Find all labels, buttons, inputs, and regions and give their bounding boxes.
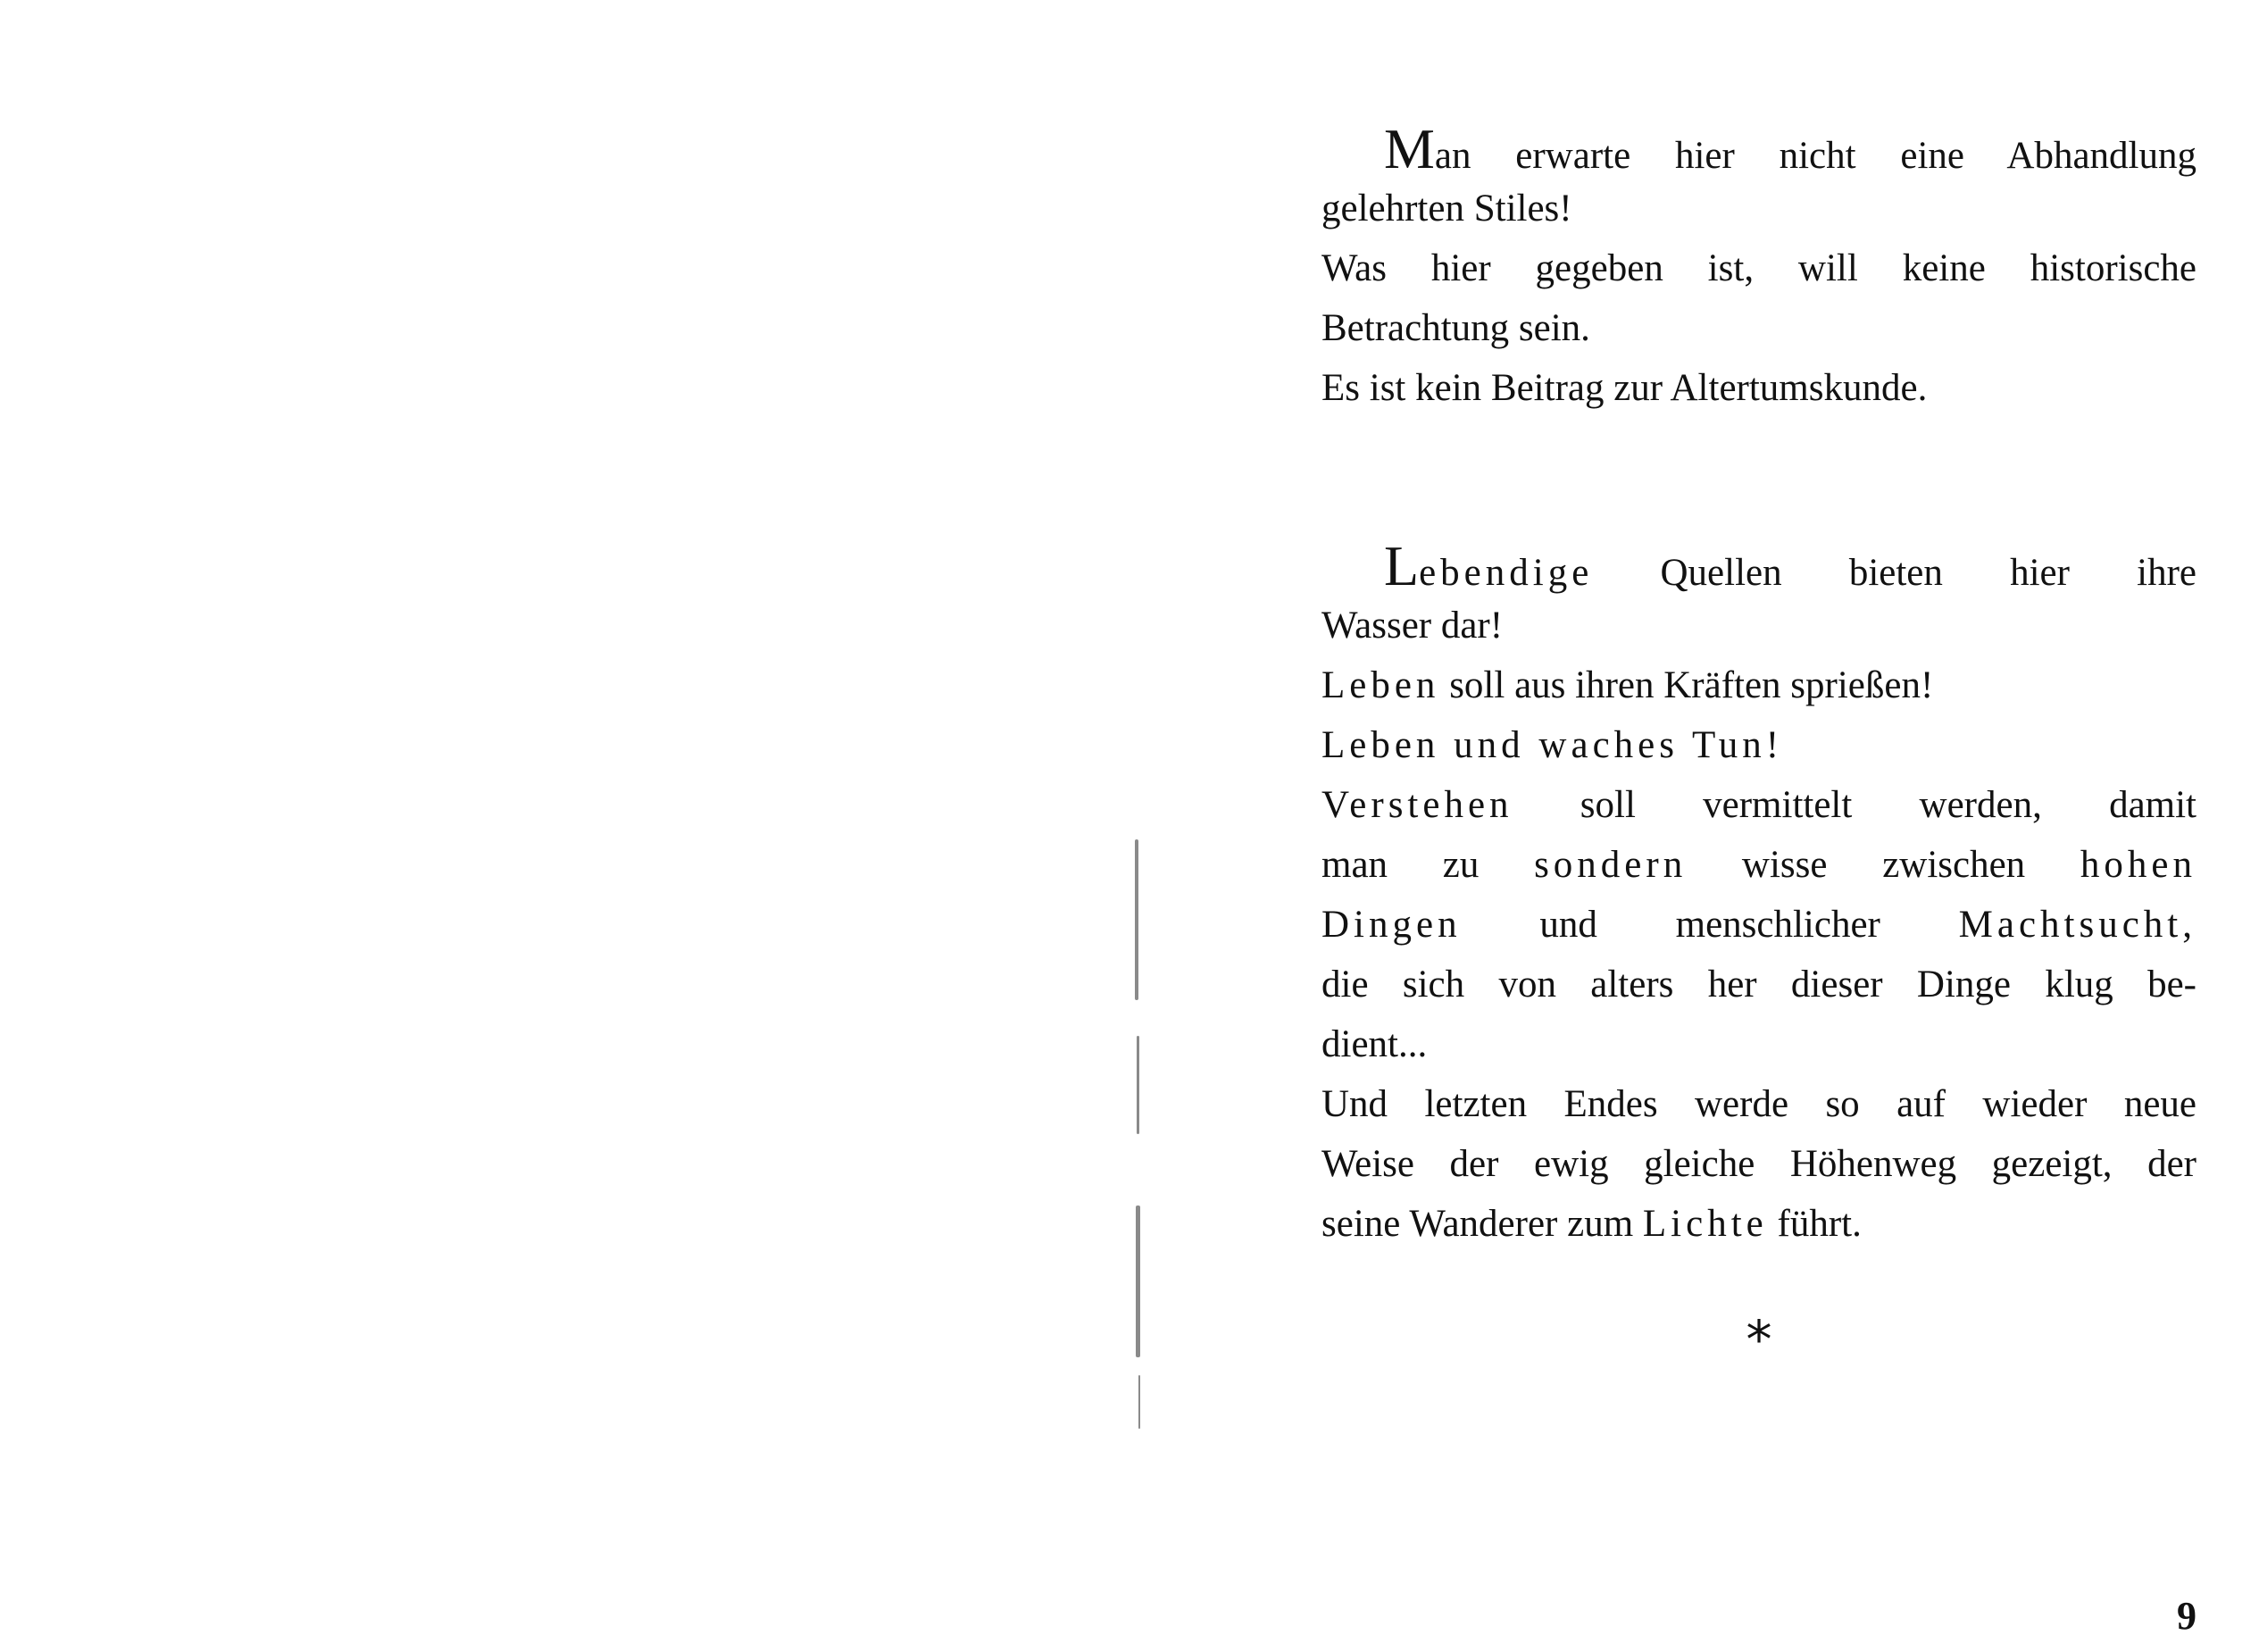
initial-letter: M [1384,117,1435,180]
paragraph-line [1321,655,2196,715]
spaced-word: sondern [1534,844,1688,886]
gutter-mark [1135,839,1138,1000]
paragraph-line: Und letzten Endes werde so auf wieder neue [1321,1083,2196,1125]
paragraph-line [1321,119,2196,179]
spaced-word: Lichte [1642,1203,1768,1245]
line-text: Quellen bieten hier ihre [1660,552,2196,594]
page-number: 9 [2177,1594,2196,1638]
right-page [1321,0,2196,1652]
line-text: an erwarte hier nicht eine Abhandlung [1434,135,2196,177]
initial-letter: L [1384,534,1420,597]
paragraph-line: Leben und waches Tun! [1321,724,1784,766]
spaced-word: Verstehen [1321,784,1513,826]
spaced-word: Leben [1321,664,1440,706]
paragraph-line: Es ist kein Beitrag zur Altertumskunde. [1321,367,1928,409]
paragraph-line: die sich von alters her dieser Dinge klug be- [1321,964,2196,1005]
gutter-mark [1136,1206,1140,1357]
paragraph-line [1321,895,2196,955]
paragraph-line [1321,1194,2196,1254]
paragraph-line: gelehrten Stiles! [1321,188,1572,229]
line-text: man zu [1321,844,1480,886]
gutter-mark [1137,1036,1139,1134]
paragraph-line: Was hier gegeben ist, will keine historische [1321,247,2196,289]
line-text: und menschlicher [1539,904,1880,946]
paragraph-main [1321,536,2196,1254]
spaced-word: Dingen [1321,904,1462,946]
paragraph-intro [1321,119,2196,418]
line-text: soll vermittelt werden, damit [1580,784,2196,826]
line-text: führt. [1777,1203,1862,1245]
paragraph-line: dient... [1321,1023,1428,1065]
paragraph-line [1321,536,2196,596]
paragraph-line: Betrachtung sein. [1321,307,1590,349]
paragraph-line: Weise der ewig gleiche Höhenweg gezeigt, der [1321,1143,2196,1185]
line-text: seine Wanderer zum [1321,1203,1634,1245]
spaced-word: Machtsucht, [1958,904,2196,946]
paragraph-line: Wasser dar! [1321,605,1504,647]
line-text: soll aus ihren Kräften sprießen! [1449,664,1934,706]
paragraph-line [1321,835,2196,895]
spaced-word: hohen [2080,844,2196,886]
paragraph-line [1321,775,2196,835]
gutter-shadow [1121,0,1156,1652]
line-text: wisse zwischen [1741,844,2026,886]
gutter-mark [1138,1375,1140,1429]
spaced-word: ebendige [1419,552,1594,594]
ornament-asterisk: * [1746,1309,1772,1370]
